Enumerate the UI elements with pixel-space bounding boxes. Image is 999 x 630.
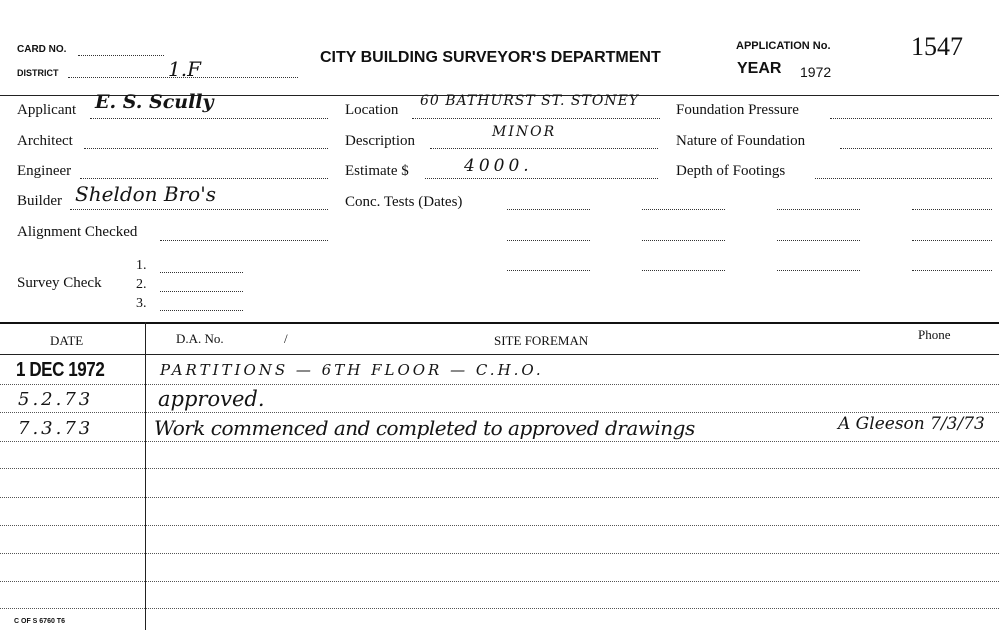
- conc-line-1d: [912, 209, 992, 210]
- date-column-divider: [145, 322, 146, 630]
- applicant-value: E. S. Scully: [95, 91, 214, 113]
- conc-line-2d: [912, 240, 992, 241]
- estimate-value: 4000.: [464, 156, 533, 176]
- survey-line-1: [160, 272, 243, 273]
- log-header-border: [0, 354, 999, 355]
- description-value: MINOR: [492, 124, 557, 140]
- application-no-label: APPLICATION No.: [736, 40, 831, 52]
- foreman-header: SITE FOREMAN: [494, 333, 589, 348]
- da-header: D.A. No.: [176, 331, 224, 346]
- survey-line-2: [160, 291, 243, 292]
- depth-footings-line: [815, 178, 992, 179]
- log-row-line: [0, 441, 999, 442]
- builder-value: Sheldon Bro's: [75, 182, 216, 206]
- district-value: 1.F: [168, 57, 201, 81]
- estimate-line: [425, 178, 658, 179]
- log-row-line: [0, 553, 999, 554]
- architect-label: Architect: [17, 133, 73, 149]
- nature-foundation-line: [840, 148, 992, 149]
- log-row-line: [0, 608, 999, 609]
- location-value: 60 BATHURST ST. STONEY: [420, 93, 640, 109]
- builder-line: [70, 209, 328, 210]
- district-label: DISTRICT: [17, 68, 59, 78]
- conc-tests-label: Conc. Tests (Dates): [345, 194, 463, 210]
- conc-line-1b: [642, 209, 725, 210]
- estimate-label: Estimate $: [345, 163, 409, 179]
- nature-foundation-label: Nature of Foundation: [676, 133, 806, 149]
- builder-label: Builder: [17, 193, 62, 209]
- engineer-label: Engineer: [17, 163, 72, 179]
- conc-line-2a: [507, 240, 590, 241]
- survey-item-2: 2.: [136, 277, 147, 292]
- log-row-3-date: 7.3.73: [18, 418, 94, 439]
- survey-line-3: [160, 310, 243, 311]
- survey-check-label: Survey Check: [17, 275, 102, 291]
- log-row-line: [0, 384, 999, 385]
- depth-footings-label: Depth of Footings: [676, 163, 786, 179]
- department-title: CITY BUILDING SURVEYOR'S DEPARTMENT: [320, 49, 661, 66]
- log-row-line: [0, 412, 999, 413]
- conc-line-2c: [777, 240, 860, 241]
- location-label: Location: [345, 102, 399, 118]
- date-header: DATE: [50, 333, 84, 348]
- log-row-line: [0, 525, 999, 526]
- foundation-pressure-label: Foundation Pressure: [676, 102, 799, 118]
- conc-line-1c: [777, 209, 860, 210]
- log-row-line: [0, 581, 999, 582]
- log-row-3-signature: A Gleeson 7/3/73: [838, 414, 985, 434]
- da-slash: /: [284, 331, 288, 346]
- application-no: 1547: [911, 32, 963, 61]
- log-row-line: [0, 468, 999, 469]
- description-label: Description: [345, 133, 415, 149]
- log-row-3-entry: Work commenced and completed to approved drawings: [154, 416, 695, 440]
- log-row-1-date: 1 DEC 1972: [16, 359, 105, 381]
- applicant-label: Applicant: [17, 102, 77, 118]
- alignment-line: [160, 240, 328, 241]
- phone-header: Phone: [918, 327, 951, 342]
- log-top-border: [0, 322, 999, 324]
- form-code: C OF S 6760 T6: [14, 618, 65, 625]
- log-row-line: [0, 497, 999, 498]
- conc-line-3d: [912, 270, 992, 271]
- survey-item-3: 3.: [136, 296, 147, 311]
- foundation-pressure-line: [830, 118, 992, 119]
- log-row-1-entry: PARTITIONS — 6TH FLOOR — C.H.O.: [160, 361, 544, 379]
- engineer-line: [80, 178, 328, 179]
- applicant-line: [90, 118, 328, 119]
- description-line: [430, 148, 658, 149]
- alignment-label: Alignment Checked: [17, 224, 138, 240]
- year-label: YEAR: [737, 60, 782, 77]
- architect-line: [84, 148, 328, 149]
- survey-item-1: 1.: [136, 258, 147, 273]
- log-row-2-date: 5.2.73: [18, 389, 94, 410]
- conc-line-2b: [642, 240, 725, 241]
- conc-line-3b: [642, 270, 725, 271]
- log-row-2-entry: approved.: [158, 387, 265, 411]
- location-line: [412, 118, 660, 119]
- year-value: 1972: [800, 64, 832, 80]
- conc-line-1a: [507, 209, 590, 210]
- card-no-label: CARD NO.: [17, 44, 67, 55]
- conc-line-3a: [507, 270, 590, 271]
- card-no-line: [78, 55, 164, 56]
- conc-line-3c: [777, 270, 860, 271]
